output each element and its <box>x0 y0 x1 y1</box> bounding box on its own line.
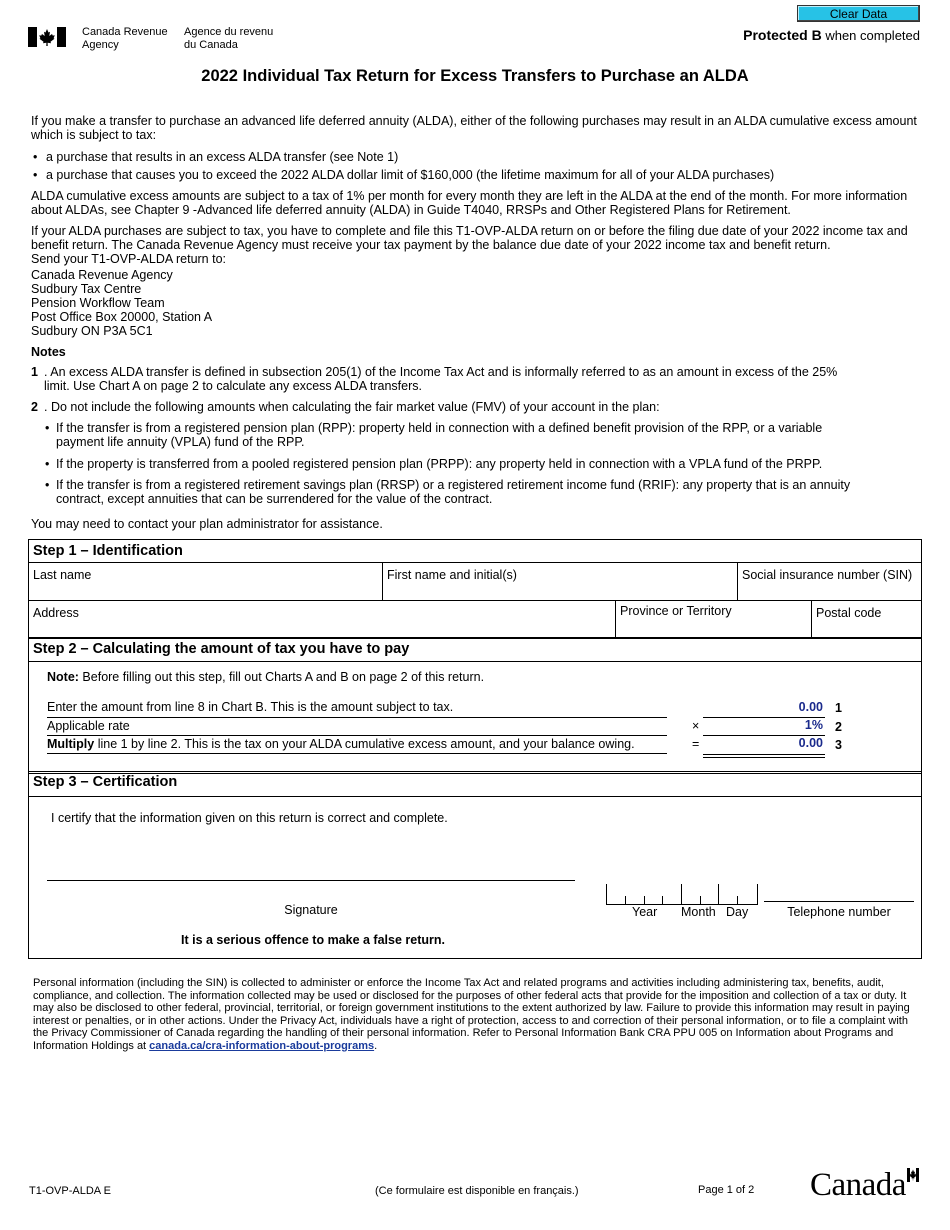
line1-amount-field[interactable]: 0.00 <box>798 700 823 714</box>
form-title: 2022 Individual Tax Return for Excess Transfers to Purchase an ALDA <box>201 67 749 85</box>
mailing-address: Canada Revenue Agency Sudbury Tax Centre Pension Workflow Team Post Office Box 20000, Station A Sudbury ON P3A 5C1 <box>31 268 213 338</box>
notes-heading: Notes <box>31 345 66 359</box>
line2-rate-field[interactable]: 1% <box>804 718 823 732</box>
agency-identifier <box>28 26 273 51</box>
note-1: 1 . An excess ALDA transfer is defined in subsection 205(1) of the Income Tax Act and is informally referred to as an amount in excess of the 25% limit. Use Chart A on page 2 to calculate any excess ALDA transfers. <box>31 365 838 393</box>
note-bullet: • If the property is transferred from a pooled registered pension plan (PRPP): any property held in connection with a VPLA fund of the PRPP. <box>45 457 865 471</box>
province-field[interactable] <box>616 600 812 638</box>
intro-bullet: • a purchase that causes you to exceed the 2022 ALDA dollar limit of $160,000 (the lifetime maximum for all of your ALDA purchases) <box>31 168 921 182</box>
cra-programs-link[interactable]: canada.ca/cra-information-about-programs <box>149 1039 375 1052</box>
line2-description: Applicable rate <box>47 719 130 733</box>
first-name-field[interactable] <box>383 562 738 600</box>
certification-statement: I certify that the information given on this return is correct and complete. <box>51 811 448 825</box>
form-identifier: T1-OVP-ALDA E <box>29 1185 111 1197</box>
intro-paragraph: If you make a transfer to purchase an advanced life deferred annuity (ALDA), either of the following purchases may result in an ALDA cumulative excess amount which is subject to tax: <box>31 114 917 142</box>
clear-data-button[interactable]: Clear Data <box>797 5 920 22</box>
canada-flag-icon <box>28 26 68 48</box>
line3-tax-amount-field[interactable]: 0.00 <box>798 736 823 750</box>
date-field[interactable] <box>606 884 758 905</box>
line1-description: Enter the amount from line 8 in Chart B. This is the amount subject to tax. <box>47 700 454 714</box>
last-name-field[interactable] <box>29 562 383 600</box>
wordmark-flag-icon <box>907 1168 919 1182</box>
step1-heading: Step 1 – Identification <box>33 543 183 559</box>
french-availability: (Ce formulaire est disponible en français.) <box>375 1185 579 1197</box>
province-label: Province or Territory <box>620 604 732 618</box>
contact-note: You may need to contact your plan administrator for assistance. <box>31 517 383 531</box>
sin-label: Social insurance number (SIN) <box>742 568 913 582</box>
telephone-label: Telephone number <box>787 905 891 919</box>
note-2: 2 . Do not include the following amounts when calculating the fair market value (FMV) of your account in the plan: <box>31 400 660 414</box>
step3-certification-section <box>28 771 922 959</box>
first-name-label: First name and initial(s) <box>387 568 517 582</box>
send-to-label: Send your T1-OVP-ALDA return to: <box>31 252 227 266</box>
line1-number: 1 <box>835 701 842 715</box>
agency-name-french: Agence du revenu du Canada <box>184 26 274 51</box>
page-number: Page 1 of 2 <box>698 1184 755 1196</box>
line2-number: 2 <box>835 720 842 734</box>
step2-heading: Step 2 – Calculating the amount of tax you have to pay <box>33 641 410 657</box>
line3-description: Multiply line 1 by line 2. This is the tax on your ALDA cumulative excess amount, and your balance owing. <box>47 737 635 751</box>
protected-status: Protected B when completed <box>743 27 920 43</box>
day-label: Day <box>726 905 749 919</box>
multiply-operator: × <box>692 719 700 733</box>
filing-paragraph: If your ALDA purchases are subject to tax, you have to complete and file this T1-OVP-ALDA return on or before the filing due date of your 2022 income tax and benefit return. The Canada Revenue Agency must receive your tax payment by the balance due date of your 2022 income tax and benefit return. <box>31 224 908 252</box>
intro-bullet: • a purchase that results in an excess ALDA transfer (see Note 1) <box>31 150 921 164</box>
step2-calculation-section <box>28 637 922 774</box>
note-bullet: • If the transfer is from a registered pension plan (RPP): property held in connection with a defined benefit provision of the RPP, or a variable payment life annuity (VPLA) fund of the RPP. <box>45 421 865 449</box>
step2-note: Note: Before filling out this step, fill out Charts A and B on page 2 of this return. <box>47 670 485 684</box>
year-label: Year <box>632 905 658 919</box>
step1-identification-section <box>28 539 922 639</box>
line3-number: 3 <box>835 738 842 752</box>
alda-tax-paragraph: ALDA cumulative excess amounts are subject to a tax of 1% per month for every month they are left in the ALDA at the end of the month. For more information about ALDAs, see Chapter 9 -Advanced life deferred annuity (ALDA) in Guide T4040, RRSPs and Other Registered Plans for Retirement. <box>31 189 908 217</box>
sin-field[interactable] <box>738 562 921 600</box>
note-bullet: • If the transfer is from a registered retirement savings plan (RRSP) or a registered retirement income fund (RRIF): any property that is an annuity contract, except annuities that can be surrendered for the value of the contract. <box>45 478 865 506</box>
equals-operator: = <box>692 737 700 751</box>
false-return-warning: It is a serious offence to make a false return. <box>181 933 445 947</box>
agency-name-english: Canada Revenue Agency <box>82 26 168 51</box>
address-field[interactable] <box>29 600 616 638</box>
last-name-label: Last name <box>33 568 92 582</box>
signature-field[interactable] <box>47 880 575 881</box>
postal-code-field[interactable] <box>812 600 921 638</box>
month-label: Month <box>681 905 716 919</box>
telephone-field[interactable] <box>764 901 914 902</box>
canada-wordmark: Canada <box>810 1166 919 1206</box>
address-label: Address <box>33 606 79 620</box>
signature-label: Signature <box>284 903 338 917</box>
postal-code-label: Postal code <box>816 606 882 620</box>
step3-heading: Step 3 – Certification <box>33 774 178 790</box>
privacy-notice: Personal information (including the SIN) is collected to administer or enforce the Income Tax Act and related programs and activities including administering tax, benefits, audit, compliance, and collection. The information collected may be used or disclosed for the purposes of other federal acts that provide for the imposition and collection of a tax or duty. It may also be disclosed to other federal, provincial, territorial, or foreign government institutions to the extent authorized by law. Failure to provide this information may result in paying interest or penalties, or in other actions. Under the Privacy Act, individuals have a right of protection, access to and correction of their personal information, or to file a complaint with the Privacy Commissioner of Canada regarding the handling of their personal information. Refer to Personal Information Bank CRA PPU 005 on Information about Programs and Information Holdings at canada.ca/cra-information-about-programs. <box>33 977 910 1052</box>
